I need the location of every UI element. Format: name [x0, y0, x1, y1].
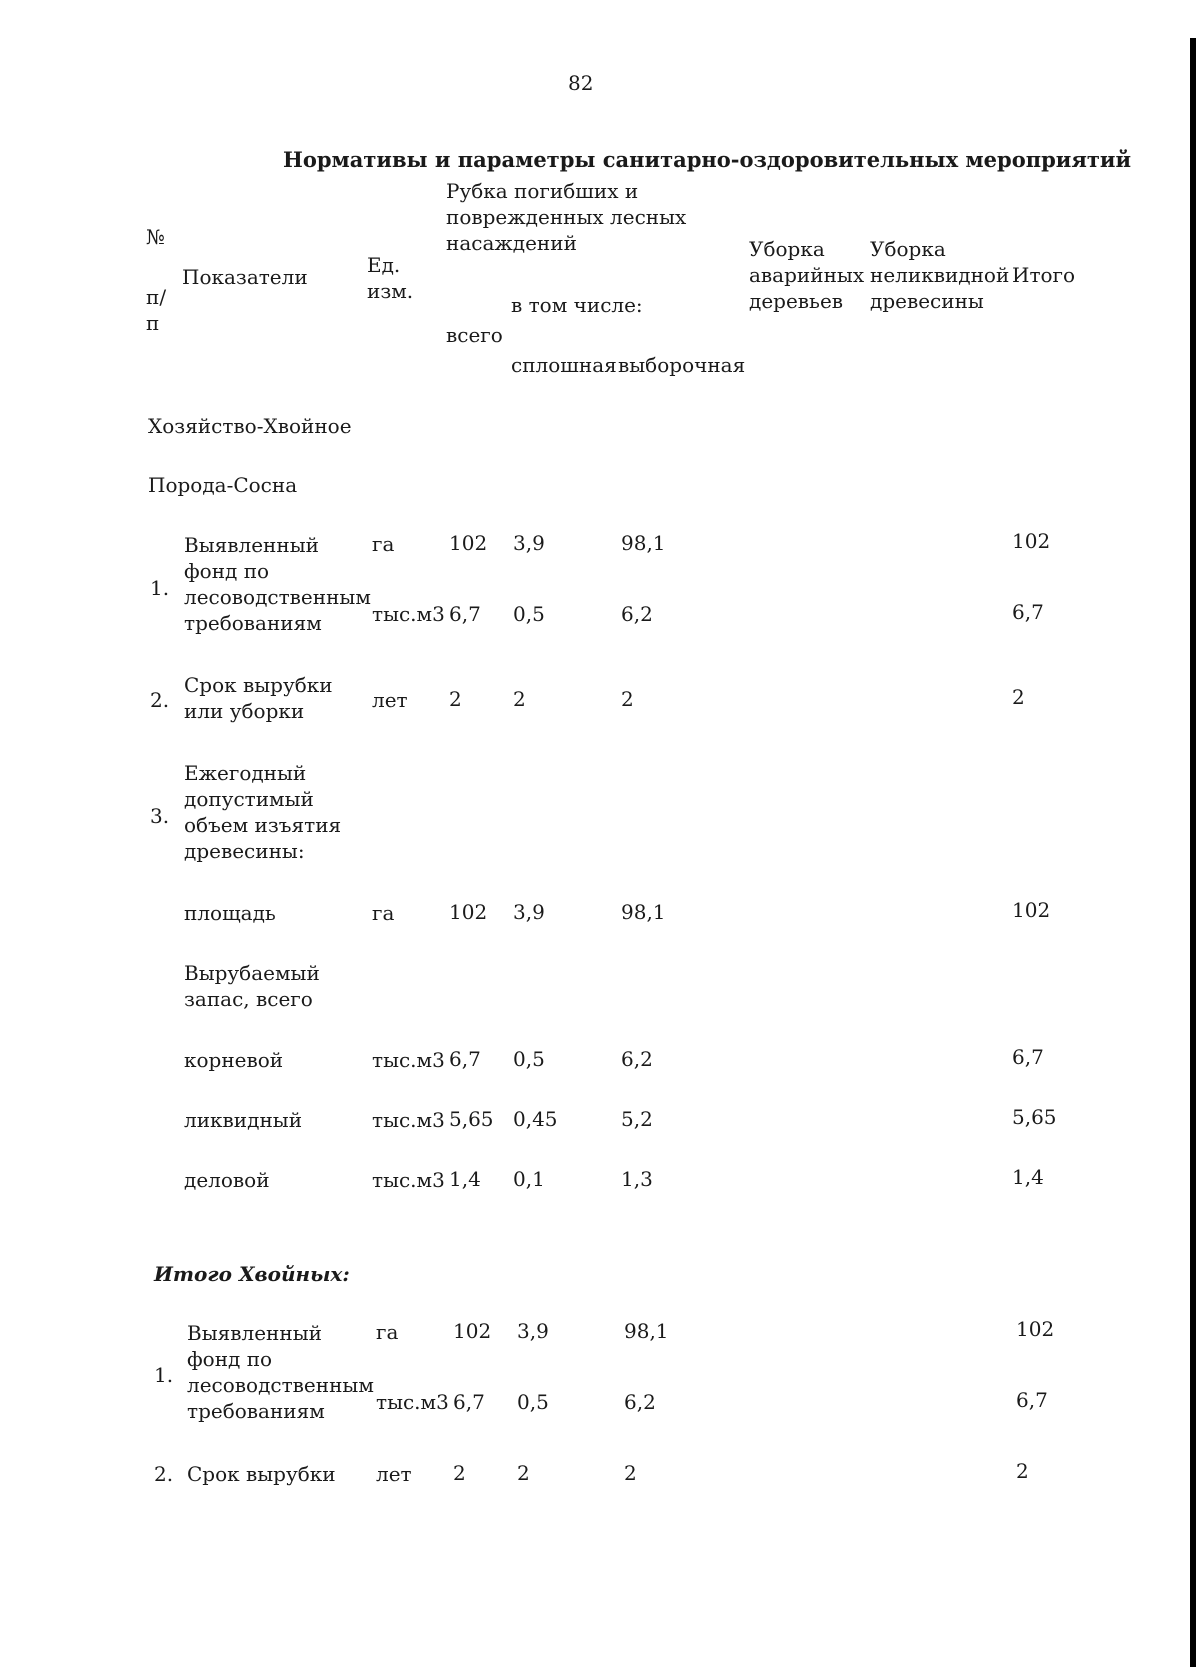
header-num-symbol: № [146, 225, 165, 249]
row-label: деловой [184, 1168, 270, 1192]
cell-clear-cut: 0,45 [513, 1107, 558, 1131]
row-label-line: лесоводственным [184, 585, 371, 609]
cell-grand-total: 6,7 [1012, 600, 1044, 624]
cell-total: 102 [449, 900, 488, 924]
header-including: в том числе: [511, 293, 643, 317]
cell-selective: 1,3 [621, 1167, 653, 1191]
cell-clear-cut: 3,9 [513, 531, 545, 555]
header-grand-total: Итого [1012, 263, 1076, 287]
header-illiquid-line1: Уборка [870, 237, 946, 261]
cell-unit: тыс.м3 [372, 1048, 445, 1072]
cell-clear-cut: 0,5 [513, 1047, 545, 1071]
header-emergency-line3: деревьев [749, 289, 844, 313]
row-label-line: или уборки [184, 699, 305, 723]
row-label: площадь [184, 901, 276, 925]
cell-grand-total: 102 [1012, 529, 1051, 553]
cell-grand-total: 5,65 [1012, 1105, 1057, 1129]
cell-selective: 2 [624, 1461, 637, 1485]
cell-total: 1,4 [449, 1167, 481, 1191]
row-label-line: требованиям [184, 611, 322, 635]
row-label-line: лесоводственным [187, 1373, 374, 1397]
row-number: 1. [150, 576, 170, 600]
cell-selective: 98,1 [621, 900, 666, 924]
header-indicators: Показатели [182, 265, 308, 289]
page-number: 82 [568, 71, 594, 95]
cell-unit: тыс.м3 [376, 1390, 449, 1414]
cell-total: 6,7 [449, 1047, 481, 1071]
cell-selective: 6,2 [621, 1047, 653, 1071]
cell-total: 6,7 [453, 1390, 485, 1414]
header-num-sub2: п [146, 311, 160, 335]
cell-total: 102 [453, 1319, 492, 1343]
cell-grand-total: 2 [1012, 685, 1025, 709]
cell-unit: лет [376, 1462, 412, 1486]
cell-clear-cut: 2 [513, 687, 526, 711]
cell-unit: тыс.м3 [372, 602, 445, 626]
cell-total: 2 [453, 1461, 466, 1485]
cell-total: 5,65 [449, 1107, 494, 1131]
cell-grand-total: 102 [1016, 1317, 1055, 1341]
header-selective: выборочная [618, 353, 746, 377]
cell-clear-cut: 0,1 [513, 1167, 545, 1191]
row-label-line: требованиям [187, 1399, 325, 1423]
row-number: 3. [150, 804, 170, 828]
cell-selective: 98,1 [621, 531, 666, 555]
cell-grand-total: 102 [1012, 898, 1051, 922]
header-total-col: всего [446, 323, 503, 347]
row-label-line: фонд по [187, 1347, 273, 1371]
cell-selective: 2 [621, 687, 634, 711]
header-illiquid-line3: древесины [870, 289, 984, 313]
cell-selective: 6,2 [621, 602, 653, 626]
cell-total: 6,7 [449, 602, 481, 626]
header-illiquid-line2: неликвидной [870, 263, 1010, 287]
row-label-line: Вырубаемый [184, 961, 320, 985]
header-emergency-line2: аварийных [749, 263, 865, 287]
row-label-line: Выявленный [184, 533, 319, 557]
row-label-line: Срок вырубки [184, 673, 333, 697]
row-label-line: Выявленный [187, 1321, 322, 1345]
row-number: 2. [154, 1462, 174, 1486]
cell-selective: 98,1 [624, 1319, 669, 1343]
row-number: 1. [154, 1363, 174, 1387]
cell-clear-cut: 2 [517, 1461, 530, 1485]
row-label-line: фонд по [184, 559, 270, 583]
header-clear-cut: сплошная [511, 353, 617, 377]
header-unit-line1: Ед. [367, 253, 401, 277]
cell-unit: га [376, 1320, 399, 1344]
cell-unit: тыс.м3 [372, 1108, 445, 1132]
cell-unit: тыс.м3 [372, 1168, 445, 1192]
cell-grand-total: 2 [1016, 1459, 1029, 1483]
cell-unit: га [372, 532, 395, 556]
header-unit-line2: изм. [367, 279, 414, 303]
cell-selective: 5,2 [621, 1107, 653, 1131]
header-felling-line3: насаждений [446, 231, 577, 255]
header-num-sub1: п/ [146, 285, 167, 309]
row-label-line: допустимый [184, 787, 314, 811]
row-label-line: запас, всего [184, 987, 313, 1011]
breed-label: Порода-Сосна [148, 473, 298, 497]
cell-clear-cut: 0,5 [513, 602, 545, 626]
row-label-line: Ежегодный [184, 761, 307, 785]
cell-total: 2 [449, 687, 462, 711]
cell-selective: 6,2 [624, 1390, 656, 1414]
cell-clear-cut: 0,5 [517, 1390, 549, 1414]
cell-total: 102 [449, 531, 488, 555]
row-number: 2. [150, 688, 170, 712]
header-emergency-line1: Уборка [749, 237, 825, 261]
row-label-line: древесины: [184, 839, 305, 863]
scan-edge-border [1190, 38, 1196, 1667]
conifer-total-heading: Итого Хвойных: [154, 1262, 350, 1286]
cell-grand-total: 6,7 [1016, 1388, 1048, 1412]
cell-unit: га [372, 901, 395, 925]
row-label-line: объем изъятия [184, 813, 342, 837]
header-felling-line1: Рубка погибших и [446, 179, 639, 203]
cell-unit: лет [372, 688, 408, 712]
cell-grand-total: 6,7 [1012, 1045, 1044, 1069]
cell-grand-total: 1,4 [1012, 1165, 1044, 1189]
farm-label: Хозяйство-Хвойное [148, 414, 352, 438]
header-felling-line2: поврежденных лесных [446, 205, 687, 229]
row-label: Срок вырубки [187, 1462, 336, 1486]
cell-clear-cut: 3,9 [517, 1319, 549, 1343]
row-label: ликвидный [184, 1108, 303, 1132]
row-label: корневой [184, 1048, 284, 1072]
cell-clear-cut: 3,9 [513, 900, 545, 924]
page-title: Нормативы и параметры санитарно-оздоровительных мероприятий [283, 147, 1132, 172]
